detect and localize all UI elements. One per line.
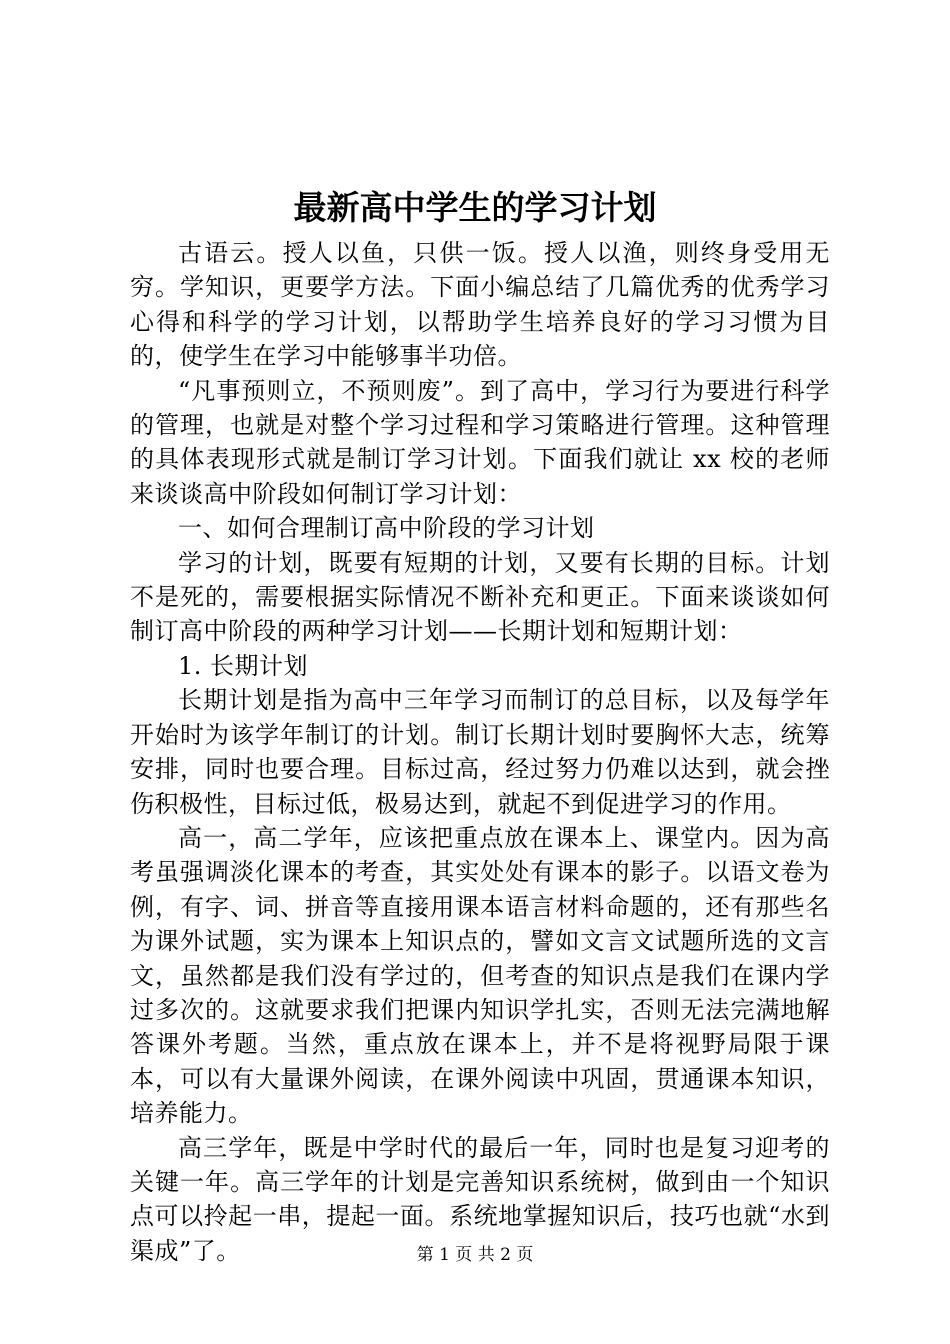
- document-body: [130, 236, 830, 1268]
- paragraph-planning-management: “凡事预则立，不预则废”。到了高中，学习行为要进行科学的管理，也就是对整个学习过程和学习策略进行管理。这种管理的具体表现形式就是制订学习计划。下面我们就让 xx 校的老师来谈谈高中阶段如何制订学习计划：: [130, 376, 830, 508]
- paragraph-grade-one-two: 高一，高二学年，应该把重点放在课本上、课堂内。因为高考虽强调淡化课本的考查，其实处处有课本的影子。以语文卷为例，有字、词、拼音等直接用课本语言材料命题的，还有那些名为课外试题，实为课本上知识点的，譬如文言文试题所选的文言文，虽然都是我们没有学过的，但考查的知识点是我们在课内学过多次的。这就要求我们把课内知识学扎实，否则无法完满地解答课外考题。当然，重点放在课本上，并不是将视野局限于课本，可以有大量课外阅读，在课外阅读中巩固，贯通课本知识，培养能力。: [130, 823, 830, 1128]
- paragraph-grade-three: 高三学年，既是中学时代的最后一年，同时也是复习迎考的关键一年。高三学年的计划是完善知识系统树，做到由一个知识点可以拎起一串，提起一面。系统地掌握知识后，技巧也就“水到渠成”了。: [130, 1133, 830, 1265]
- document-title: 最新高中学生的学习计划: [293, 188, 657, 227]
- subsection-heading: 1. 长期计划: [178, 651, 309, 680]
- paragraph-plan-types: 学习的计划，既要有短期的计划，又要有长期的目标。计划不是死的，需要根据实际情况不断补充和更正。下面来谈谈如何制订高中阶段的两种学习计划——长期计划和短期计划：: [130, 548, 830, 646]
- page-footer: 第 1 页 共 2 页: [416, 1245, 534, 1265]
- section-heading: 一、如何合理制订高中阶段的学习计划: [178, 514, 595, 543]
- paragraph-intro: 古语云。授人以鱼，只供一饭。授人以渔，则终身受用无穷。学知识，更要学方法。下面小编总结了几篇优秀的优秀学习心得和科学的学习计划，以帮助学生培养良好的学习习惯为目的，使学生在学习中能够事半功倍。: [130, 239, 830, 371]
- paragraph-long-term: 长期计划是指为高中三年学习而制订的总目标，以及每学年开始时为该学年制订的计划。制订长期计划时要胸怀大志，统筹安排，同时也要合理。目标过高，经过努力仍难以达到，就会挫伤积极性，目标过低，极易达到，就起不到促进学习的作用。: [130, 686, 830, 818]
